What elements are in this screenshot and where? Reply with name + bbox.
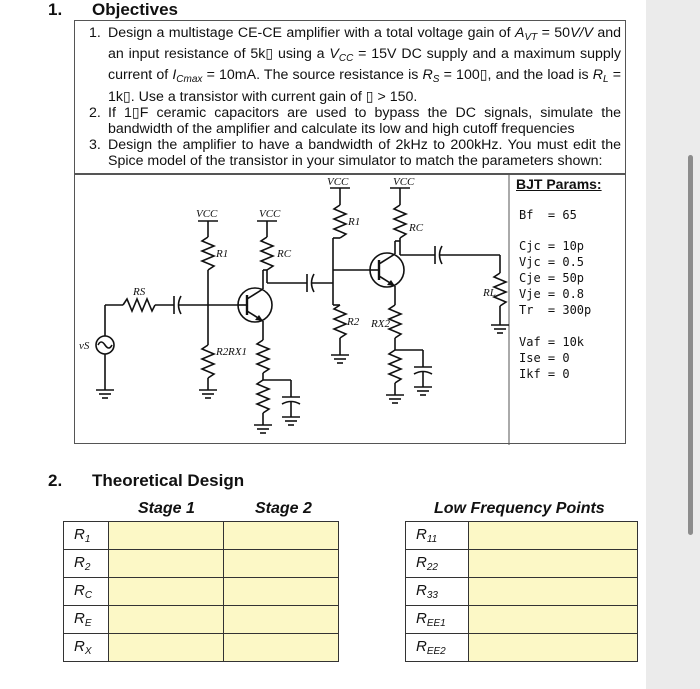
resistor-rc1 <box>261 237 273 270</box>
table-row <box>406 522 638 550</box>
resistor-rs <box>123 299 155 311</box>
row-label: $R_{EE1}$ <box>406 606 469 634</box>
value-cell[interactable] <box>224 578 339 606</box>
design-table <box>63 521 339 662</box>
value-cell[interactable] <box>468 634 637 662</box>
row-label: $R_{11}$ <box>406 522 469 550</box>
objectives-box <box>74 20 626 174</box>
r1b-label: R1 <box>348 216 361 228</box>
table-row <box>406 550 638 578</box>
section-1-number: 1. <box>48 0 63 19</box>
value-cell[interactable] <box>468 578 637 606</box>
value-cell[interactable] <box>468 606 637 634</box>
resistor-rc2 <box>394 205 406 238</box>
resistor-r1-stage2 <box>334 205 346 238</box>
ground-symbol <box>199 390 217 398</box>
table-row <box>64 606 339 634</box>
section-2-number: 2. <box>48 471 63 490</box>
value-cell[interactable] <box>108 578 224 606</box>
objective-item <box>75 25 627 105</box>
value-cell[interactable] <box>224 634 339 662</box>
rc2-label: RC <box>409 222 424 234</box>
rx2-label: RX2 <box>371 318 390 330</box>
value-cell[interactable] <box>108 606 224 634</box>
section-1-title: Objectives <box>92 0 178 19</box>
r1-label: R1 <box>216 248 229 260</box>
objective-number: 1. <box>89 25 101 41</box>
row-label: $R_{EE2}$ <box>406 634 469 662</box>
param-bf: Bf = 65 <box>519 208 577 222</box>
r2-label: R2 <box>216 346 229 358</box>
param-cjc: Cjc = 10p <box>519 239 585 253</box>
resistor-re1 <box>257 380 269 413</box>
row-label: $R_2$ <box>64 550 109 578</box>
table-row <box>64 550 339 578</box>
value-cell[interactable] <box>108 550 224 578</box>
row-label: $R_1$ <box>64 522 109 550</box>
value-cell[interactable] <box>224 522 339 550</box>
objective-item <box>75 105 627 137</box>
value-cell[interactable] <box>224 606 339 634</box>
param-tr: Tr = 300p <box>519 303 592 317</box>
row-label: $R_C$ <box>64 578 109 606</box>
objective-text: Design a multistage CE-CE amplifier with a total voltage gain of $A_{VT} = 50V/V$ and an input resistance of 5k▯ using a $V_{CC} = 15V$ DC supply and a maximum supply current of $I_{Cmax} = 10mA$. The source resistance is $R_S$ = 100▯, and the load is $R_L$ = 1k▯. Use a transistor with current gain of ▯ > 150. <box>108 25 622 105</box>
objectives-list <box>75 25 627 170</box>
objective-item <box>75 137 627 169</box>
rc1-label: RC <box>277 248 292 260</box>
section-2-title: Theoretical Design <box>92 471 245 490</box>
vcc-label-4: VCC <box>393 176 415 188</box>
objective-text: Design the amplifier to have a bandwidth of 2kHz to 200kHz. You must edit the Spice model of the transistor in your simulator to match the parameters shown: <box>108 137 621 170</box>
param-ise: Ise = 0 <box>519 351 570 365</box>
row-label: $R_{22}$ <box>406 550 469 578</box>
r2b-label: R2 <box>347 316 360 328</box>
low-frequency-table <box>405 521 638 662</box>
resistor-r2 <box>202 345 214 378</box>
table-row <box>64 522 339 550</box>
low-freq-header: Low Frequency Points <box>434 500 605 517</box>
resistor-r1 <box>202 237 214 270</box>
row-label: $R_X$ <box>64 634 109 662</box>
objective-number: 2. <box>89 104 101 121</box>
row-label: $R_E$ <box>64 606 109 634</box>
table-row <box>406 578 638 606</box>
vcc-label-1: VCC <box>196 208 218 220</box>
resistor-re2 <box>389 350 401 383</box>
resistor-rx1 <box>257 340 269 373</box>
param-vaf: Vaf = 10k <box>519 335 585 349</box>
stage-2-header: Stage 2 <box>255 500 312 517</box>
vcc-label-2: VCC <box>259 208 281 220</box>
vcc-symbol <box>196 208 218 221</box>
param-vjc: Vjc = 0.5 <box>519 255 585 269</box>
resistor-r2-stage2 <box>334 305 346 338</box>
table-row <box>406 634 638 662</box>
param-cje: Cje = 50p <box>519 271 585 285</box>
bjt-params-title: BJT Params: <box>516 176 602 192</box>
vs-label: vS <box>79 340 90 352</box>
rx1-label: RX1 <box>228 346 247 358</box>
objective-number: 3. <box>89 137 101 154</box>
value-cell[interactable] <box>468 522 637 550</box>
table-row <box>406 606 638 634</box>
rs-label: RS <box>133 286 146 298</box>
table-row <box>64 578 339 606</box>
objective-text: If 1▯F ceramic capacitors are used to bypass the DC signals, simulate the bandwidth of the amplifier and calculate its low and high cutoff frequencies <box>108 104 621 138</box>
vcc-label-3: VCC <box>327 176 349 188</box>
param-vje: Vje = 0.8 <box>519 287 585 301</box>
scrollbar-thumb[interactable] <box>688 155 693 535</box>
rl-label: RL <box>483 287 496 299</box>
value-cell[interactable] <box>468 550 637 578</box>
value-cell[interactable] <box>108 522 224 550</box>
value-cell[interactable] <box>224 550 339 578</box>
table-row <box>64 634 339 662</box>
param-ikf: Ikf = 0 <box>519 367 570 381</box>
value-cell[interactable] <box>108 634 224 662</box>
row-label: $R_{33}$ <box>406 578 469 606</box>
resistor-rx2 <box>389 305 401 338</box>
stage-1-header: Stage 1 <box>138 500 195 517</box>
